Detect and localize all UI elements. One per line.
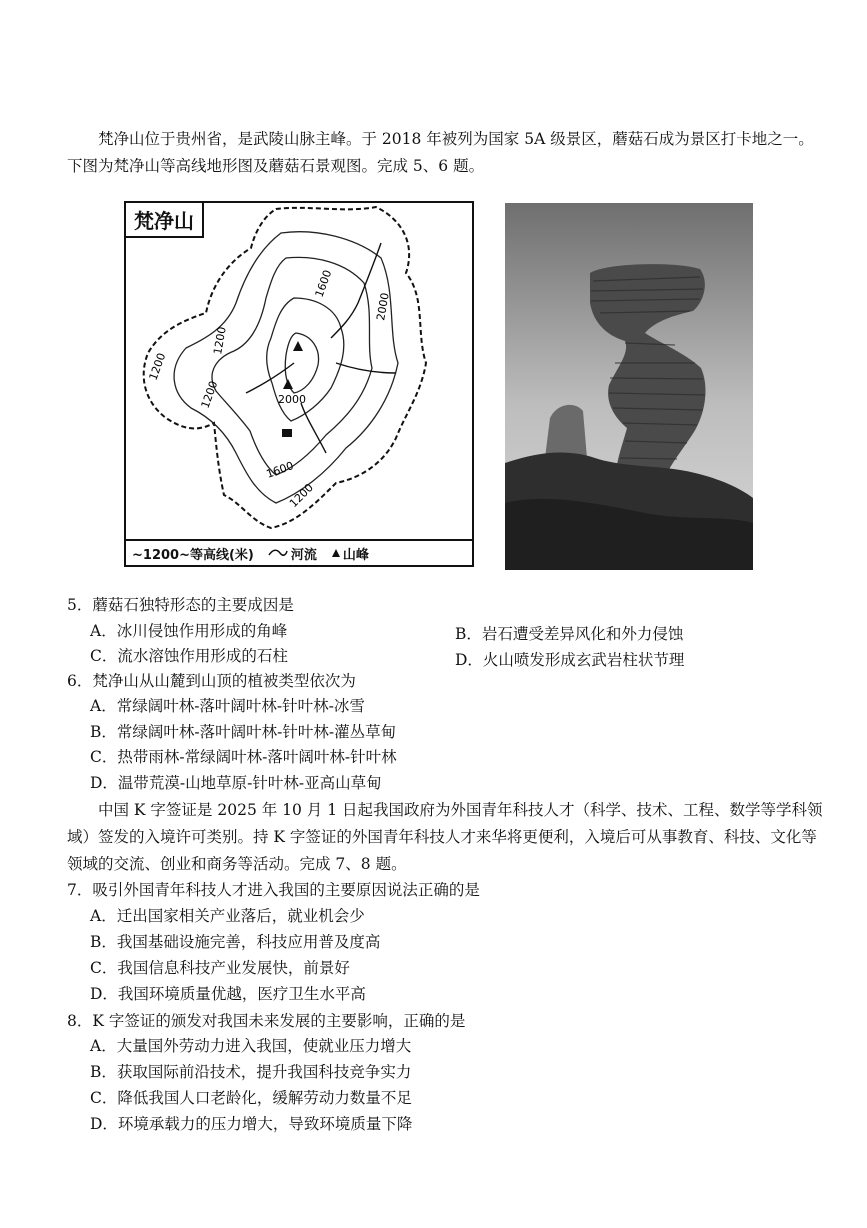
question-5-option-d: D．火山喷发形成玄武岩柱状节理 <box>455 651 685 669</box>
question-6-stem: 6．梵净山从山麓到山顶的植被类型依次为 <box>67 672 356 690</box>
contour-label: 1200 <box>146 351 169 383</box>
map-legend <box>126 539 472 565</box>
question-5-option-a: A．冰川侵蚀作用形成的角峰 <box>90 622 288 640</box>
contour-label: 1600 <box>264 459 296 481</box>
question-5-option-c: C．流水溶蚀作用形成的石柱 <box>90 647 288 665</box>
intro-paragraph-k-visa: 中国 K 字签证是 2025 年 10 月 1 日起我国政府为外国青年科技人才（科学、技术、工程、数学等学科领域）签发的入境许可类别。持 K 字签证的外国青年科技人才来华将更便利，入境后可从事教育、科技、文化等领域的交流、创业和商务等活动。完成 7、8 题。 <box>67 801 823 873</box>
legend-contour: ~1200~等高线(米) <box>132 547 254 563</box>
question-8-option-b: B．获取国际前沿技术，提升我国科技竞争实力 <box>90 1063 412 1081</box>
legend-peak-label: 山峰 <box>342 547 369 563</box>
contour-label: 1200 <box>198 379 221 411</box>
peak-legend-icon <box>331 548 341 558</box>
map-title: 梵净山 <box>126 203 204 238</box>
peak-icon <box>283 379 293 389</box>
question-7-option-a: A．迁出国家相关产业落后，就业机会少 <box>90 907 365 925</box>
river-3 <box>301 403 326 453</box>
question-7-option-d: D．我国环境质量优越，医疗卫生水平高 <box>90 985 366 1003</box>
mushroom-stone-photo <box>505 203 753 570</box>
contour-map <box>124 201 474 567</box>
question-6-option-a: A．常绿阔叶林-落叶阔叶林-针叶林-冰雪 <box>90 697 365 715</box>
mushroom-stone-illustration <box>505 203 753 570</box>
question-8-option-d: D．环境承载力的压力增大，导致环境质量下降 <box>90 1115 413 1133</box>
contour-map-drawing <box>126 203 472 539</box>
question-7-option-b: B．我国基础设施完善，科技应用普及度高 <box>90 933 381 951</box>
contour-label: 2000 <box>278 393 306 406</box>
question-6-option-b: B．常绿阔叶林-落叶阔叶林-针叶林-灌丛草甸 <box>90 723 397 741</box>
question-6-option-d: D．温带荒漠-山地草原-针叶林-亚高山草甸 <box>90 774 382 792</box>
river-legend-icon <box>268 548 288 558</box>
question-5-option-b: B．岩石遭受差异风化和外力侵蚀 <box>455 625 684 643</box>
question-8-stem: 8．K 字签证的颁发对我国未来发展的主要影响，正确的是 <box>67 1012 466 1030</box>
contour-label: 1200 <box>286 481 316 511</box>
river-1 <box>331 243 381 338</box>
contour-label: 1200 <box>211 325 229 356</box>
question-6-option-c: C．热带雨林-常绿阔叶林-落叶阔叶林-针叶林 <box>90 748 397 766</box>
legend-river <box>268 544 317 563</box>
legend-peak <box>331 544 369 563</box>
question-7-option-c: C．我国信息科技产业发展快，前景好 <box>90 959 350 977</box>
question-7-stem: 7．吸引外国青年科技人才进入我国的主要原因说法正确的是 <box>67 881 480 899</box>
legend-river-label: 河流 <box>290 547 317 563</box>
question-5-stem: 5．蘑菇石独特形态的主要成因是 <box>67 596 294 614</box>
question-8-option-a: A．大量国外劳动力进入我国，使就业压力增大 <box>90 1037 412 1055</box>
question-8-option-c: C．降低我国人口老龄化，缓解劳动力数量不足 <box>90 1089 412 1107</box>
intro-paragraph-fanjingshan: 梵净山位于贵州省，是武陵山脉主峰。于 2018 年被列为国家 5A 级景区，蘑菇石成为景区打卡地之一。下图为梵净山等高线地形图及蘑菇石景观图。完成 5、6 题。 <box>67 130 814 175</box>
contour-label: 1600 <box>312 268 335 300</box>
contour-label: 2000 <box>374 291 392 322</box>
mushroom-stone-icon <box>282 429 292 437</box>
river-4 <box>336 363 396 373</box>
peak-icon <box>293 341 303 351</box>
